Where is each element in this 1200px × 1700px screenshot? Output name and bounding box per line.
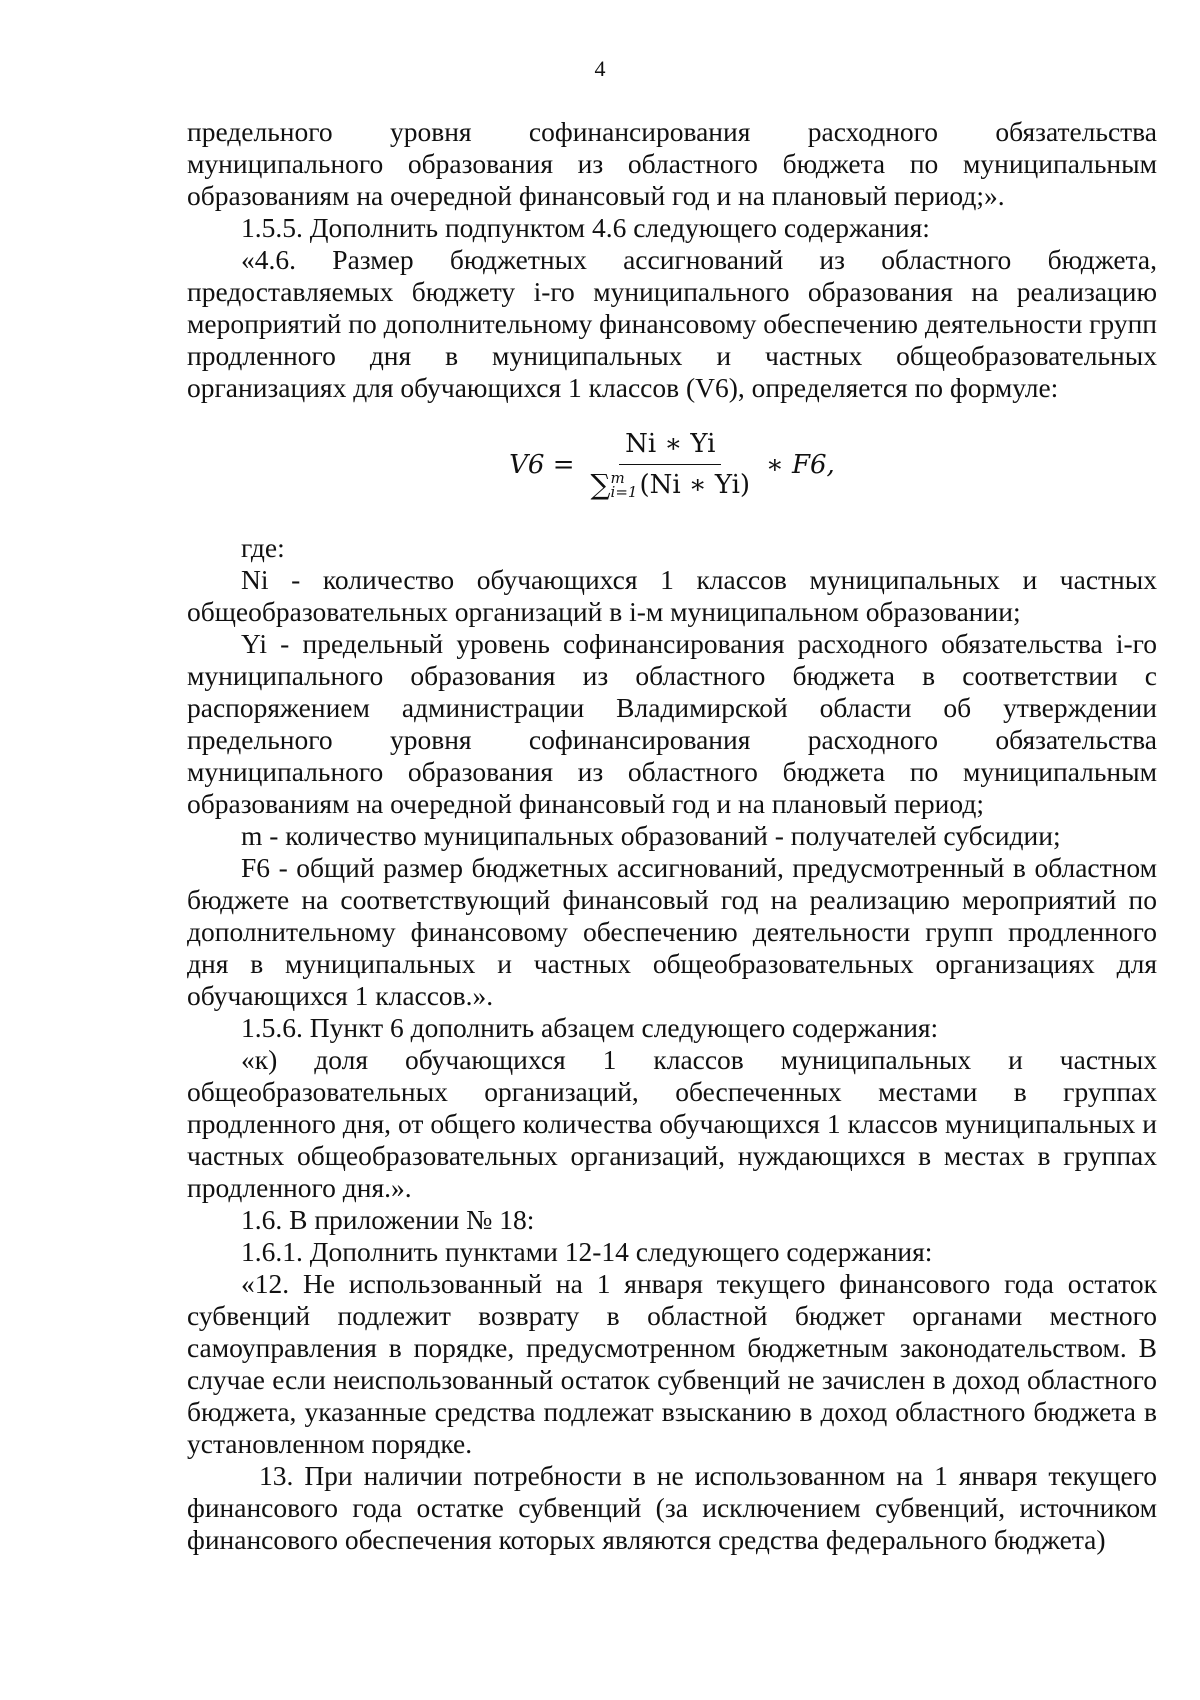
sum-body: (Ni ∗ Yi) bbox=[639, 470, 751, 500]
paragraph-k: «к) доля обучающихся 1 классов муниципальных и частных общеобразовательных организаций, обеспеченных местами в группах продленного дня, от общего количества обучающихся 1 классов муниципальных и частных общеобразовательных организаций, нуждающихся в местах в группах продленного дня.». bbox=[187, 1044, 1157, 1203]
formula-fraction bbox=[585, 428, 757, 502]
definition-m: m - количество муниципальных образований - получателей субсидии; bbox=[241, 820, 1061, 851]
paragraph-1-5-6: 1.5.6. Пункт 6 дополнить абзацем следующего содержания: bbox=[241, 1012, 939, 1043]
formula-numerator: Ni ∗ Yi bbox=[619, 428, 721, 465]
paragraph-12: «12. Не использованный на 1 января текущего финансового года остаток субвенций подлежит возврату в областной бюджет органами местного самоуправления в порядке, предусмотренном бюджетным законодательством. В случае если неиспользованный остаток субвенций не зачислен в доход областного бюджета, указанные средства подлежат взысканию в доход областного бюджета в установленном порядке. bbox=[187, 1268, 1157, 1459]
sum-expression bbox=[591, 469, 751, 501]
paragraph-4-6: «4.6. Размер бюджетных ассигнований из областного бюджета, предоставляемых бюджету i-го муниципального образования на реализацию мероприятий по дополнительному финансовому обеспечению деятельности групп продленного дня в муниципальных и частных общеобразовательных организациях для обучающихся 1 классов (V6), определяется по формуле: bbox=[187, 244, 1158, 403]
definition-yi: Yi - предельный уровень софинансирования расходного обязательства i-го муниципального образования из областного бюджета в соответствии с распоряжением администрации Владимирской области об утверждении предельного уровня софинансирования расходного обязательства муниципального образования из областного бюджета по муниципальным образованиям на очередной финансовый год и на плановый период; bbox=[187, 628, 1157, 819]
sum-upper-limit: m bbox=[610, 469, 625, 487]
paragraph-1-5-5: 1.5.5. Дополнить подпунктом 4.6 следующего содержания: bbox=[241, 212, 930, 243]
formula-denominator bbox=[585, 465, 757, 502]
formula-v6 bbox=[187, 428, 1157, 502]
paragraph-where: где: bbox=[241, 532, 285, 563]
definition-ni: Ni - количество обучающихся 1 классов муниципальных и частных общеобразовательных организаций в i-м муниципальном образовании; bbox=[187, 564, 1157, 627]
paragraph-13: 13. При наличии потребности в не использованном на 1 января текущего финансового года остатке субвенций (за исключением субвенций, источником финансового обеспечения которых являются средства федерального бюджета) bbox=[187, 1460, 1157, 1555]
paragraph-continuation: предельного уровня софинансирования расходного обязательства муниципального образования из областного бюджета по муниципальным образованиям на очередной финансовый год и на плановый период;». bbox=[187, 116, 1157, 211]
paragraph-1-6-1: 1.6.1. Дополнить пунктами 12-14 следующего содержания: bbox=[241, 1236, 933, 1267]
paragraph-1-6: 1.6. В приложении № 18: bbox=[241, 1204, 535, 1235]
formula-rhs: ∗ F6, bbox=[766, 450, 835, 480]
sum-limits bbox=[611, 471, 638, 499]
sum-lower-limit: i=1 bbox=[610, 483, 638, 501]
formula-lhs: V6 = bbox=[509, 450, 575, 480]
definition-f6: F6 - общий размер бюджетных ассигнований, предусмотренный в областном бюджете на соответствующий финансовый год на реализацию мероприятий по дополнительному финансовому обеспечению деятельности групп продленного дня в муниципальных и частных общеобразовательных организациях для обучающихся 1 классов.». bbox=[187, 852, 1157, 1011]
document-body bbox=[187, 116, 1157, 1556]
page-number: 4 bbox=[594, 56, 606, 81]
sum-symbol: ∑ bbox=[590, 468, 611, 501]
